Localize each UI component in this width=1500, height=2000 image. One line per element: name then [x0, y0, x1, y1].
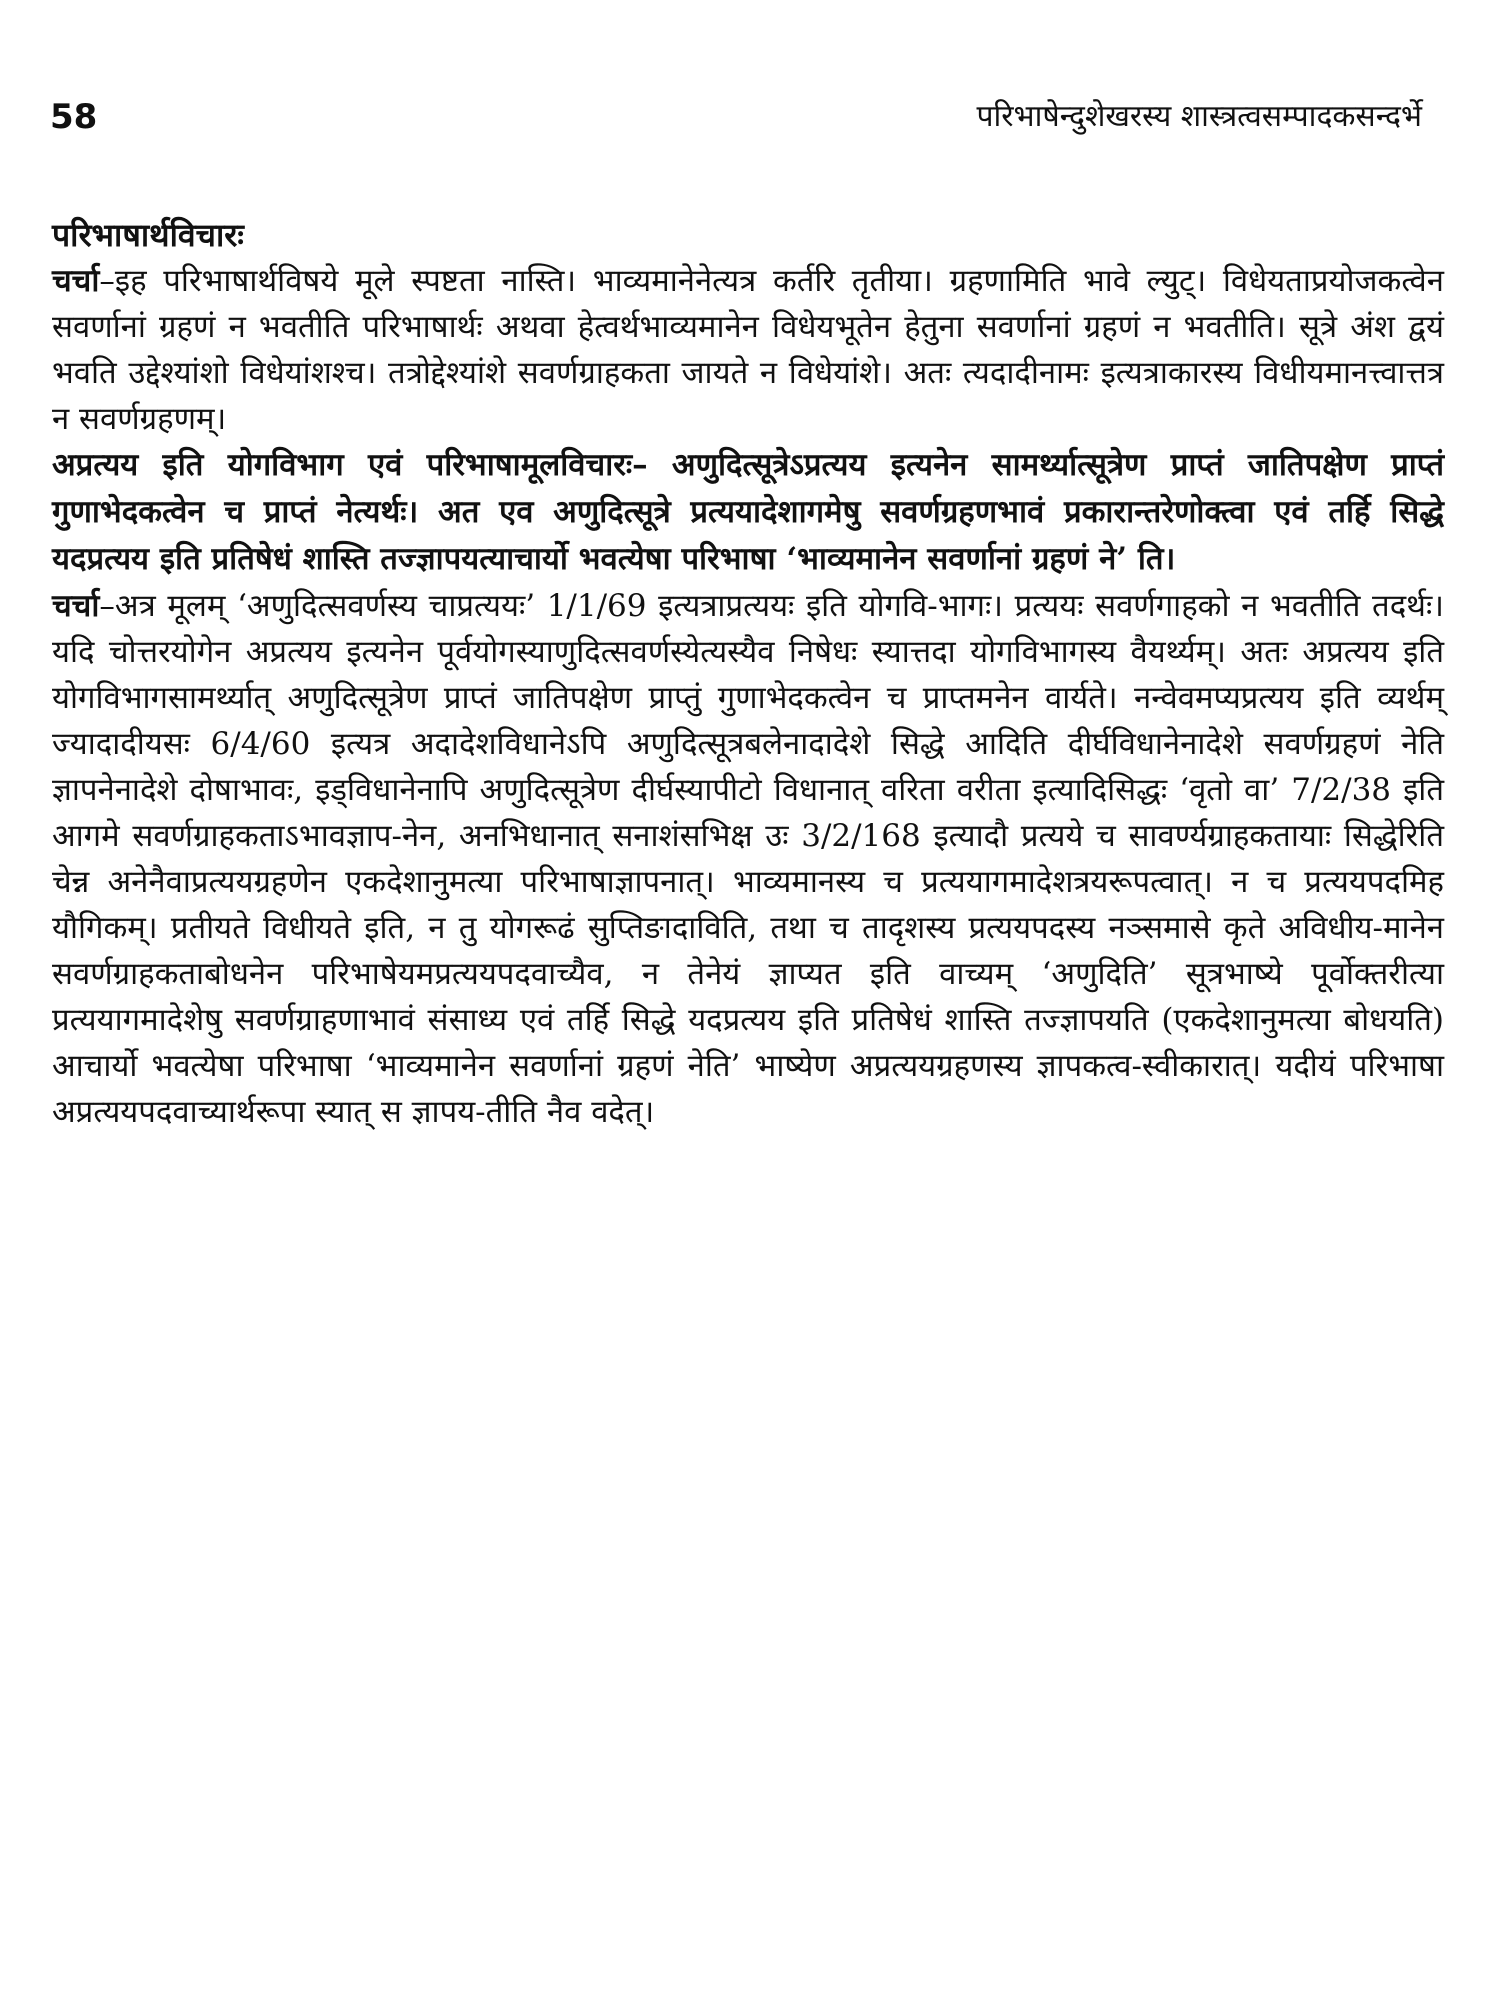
paragraph-1-text: –इह परिभाषार्थविषये मूले स्पष्टता नास्ति। भाव्यमानेनेत्यत्र कर्तरि तृतीया। ग्रहणामिति भावे ल्युट्। विधेयताप्रयोजकत्वेन सवर्णानां ग्रहणं न भवतीति परिभाषार्थः अथवा हेत्वर्थभाव्यमानेन विधेयभूतेन हेतुना सवर्णानां ग्रहणं न भवतीति। सूत्रे अंश द्वयं भवति उद्देश्यांशो विधेयांशश्च। तत्रोद्देश्यांशे सवर्णग्राहकता जायते न विधेयांशे। अतः त्यदादीनामः इत्यत्राकारस्य विधीयमानत्त्वात्तत्र न सवर्णग्रहणम्। [52, 263, 1444, 437]
paragraph-3 [52, 583, 1444, 1135]
running-title: परिभाषेन्दुशेखरस्य शास्त्रत्वसम्पादकसन्दर्भे [976, 99, 1422, 134]
paragraph-3-lead: चर्चा [52, 588, 100, 624]
page-number: 58 [50, 97, 98, 137]
section-heading: परिभाषार्थविचारः [52, 216, 244, 254]
paragraph-3-text: –अत्र मूलम् ‘अणुदित्सवर्णस्य चाप्रत्ययः’ 1/1/69 इत्यत्राप्रत्ययः इति योगवि-भागः। प्रत्ययः सवर्णगाहको न भवतीति तदर्थः। यदि चोत्तरयोगेन अप्रत्यय इत्यनेन पूर्वयोगस्याणुदित्सवर्णस्येत्यस्यैव निषेधः स्यात्तदा योगविभागस्य वैयर्थ्यम्। अतः अप्रत्यय इति योगविभागसामर्थ्यात् अणुदित्सूत्रेण प्राप्तं जातिपक्षेण प्राप्तुं गुणाभेदकत्वेन च प्राप्तमनेन वार्यते। नन्वेवमप्यप्रत्यय इति व्यर्थम् ज्यादादीयसः 6/4/60 इत्यत्र अदादेशविधानेऽपि अणुदित्सूत्रबलेनादादेशे सिद्धे आदिति दीर्घविधानेनादेशे सवर्णग्रहणं नेति ज्ञापनेनादेशे दोषाभावः, इड्विधानेनापि अणुदित्सूत्रेण दीर्घस्यापीटो विधानात् वरिता वरीता इत्यादिसिद्धः ‘वृतो वा’ 7/2/38 इति आगमे सवर्णग्राहकताऽभावज्ञाप-नेन, अनभिधानात् सनाशंसभिक्ष उः 3/2/168 इत्यादौ प्रत्यये च सावर्ण्यग्राहकतायाः सिद्धेरिति चेन्न अनेनैवाप्रत्ययग्रहणेन एकदेशानुमत्या परिभाषाज्ञापनात्। भाव्यमानस्य च प्रत्ययागमादेशत्रयरूपत्वात्। न च प्रत्ययपदमिह यौगिकम्। प्रतीयते विधीयते इति, न तु योगरूढं सुप्तिङादाविति, तथा च तादृशस्य प्रत्ययपदस्य नञ्समासे कृते अविधीय-मानेन सवर्णग्राहकताबोधनेन परिभाषेयमप्रत्ययपदवाच्यैव, न तेनेयं ज्ञाप्यत इति वाच्यम् ‘अणुदिति’ सूत्रभाष्ये पूर्वोक्तरीत्या प्रत्ययागमादेशेषु सवर्णग्राहणाभावं संसाध्य एवं तर्हि सिद्धे यदप्रत्यय इति प्रतिषेधं शास्ति तज्ज्ञापयति (एकदेशानुमत्या बोधयति) आचार्यो भवत्येषा परिभाषा ‘भाव्यमानेन सवर्णानां ग्रहणं नेति’ भाष्येण अप्रत्ययग्रहणस्य ज्ञापकत्व-स्वीकारात्। यदीयं परिभाषा अप्रत्ययपदवाच्यार्थरूपा स्यात् स ज्ञापय-तीति नैव वदेत्। [52, 588, 1444, 1130]
paragraph-1-lead: चर्चा [52, 263, 100, 299]
paragraph-1 [52, 258, 1444, 442]
main-text [52, 212, 1444, 1135]
paragraph-2: अप्रत्यय इति योगविभाग एवं परिभाषामूलविचारः– अणुदित्सूत्रेऽप्रत्यय इत्यनेन सामर्थ्यात्सूत्रेण प्राप्तं जातिपक्षेण प्राप्तं गुणाभेदकत्वेन च प्राप्तं नेत्यर्थः। अत एव अणुदित्सूत्रे प्रत्ययादेशागमेषु सवर्णग्रहणभावं प्रकारान्तरेणोक्त्वा एवं तर्हि सिद्धे यदप्रत्यय इति प्रतिषेधं शास्ति तज्ज्ञापयत्याचार्यो भवत्येषा परिभाषा ‘भाव्यमानेन सवर्णानां ग्रहणं ने’ ति। [52, 447, 1444, 577]
page-header [50, 92, 1422, 142]
